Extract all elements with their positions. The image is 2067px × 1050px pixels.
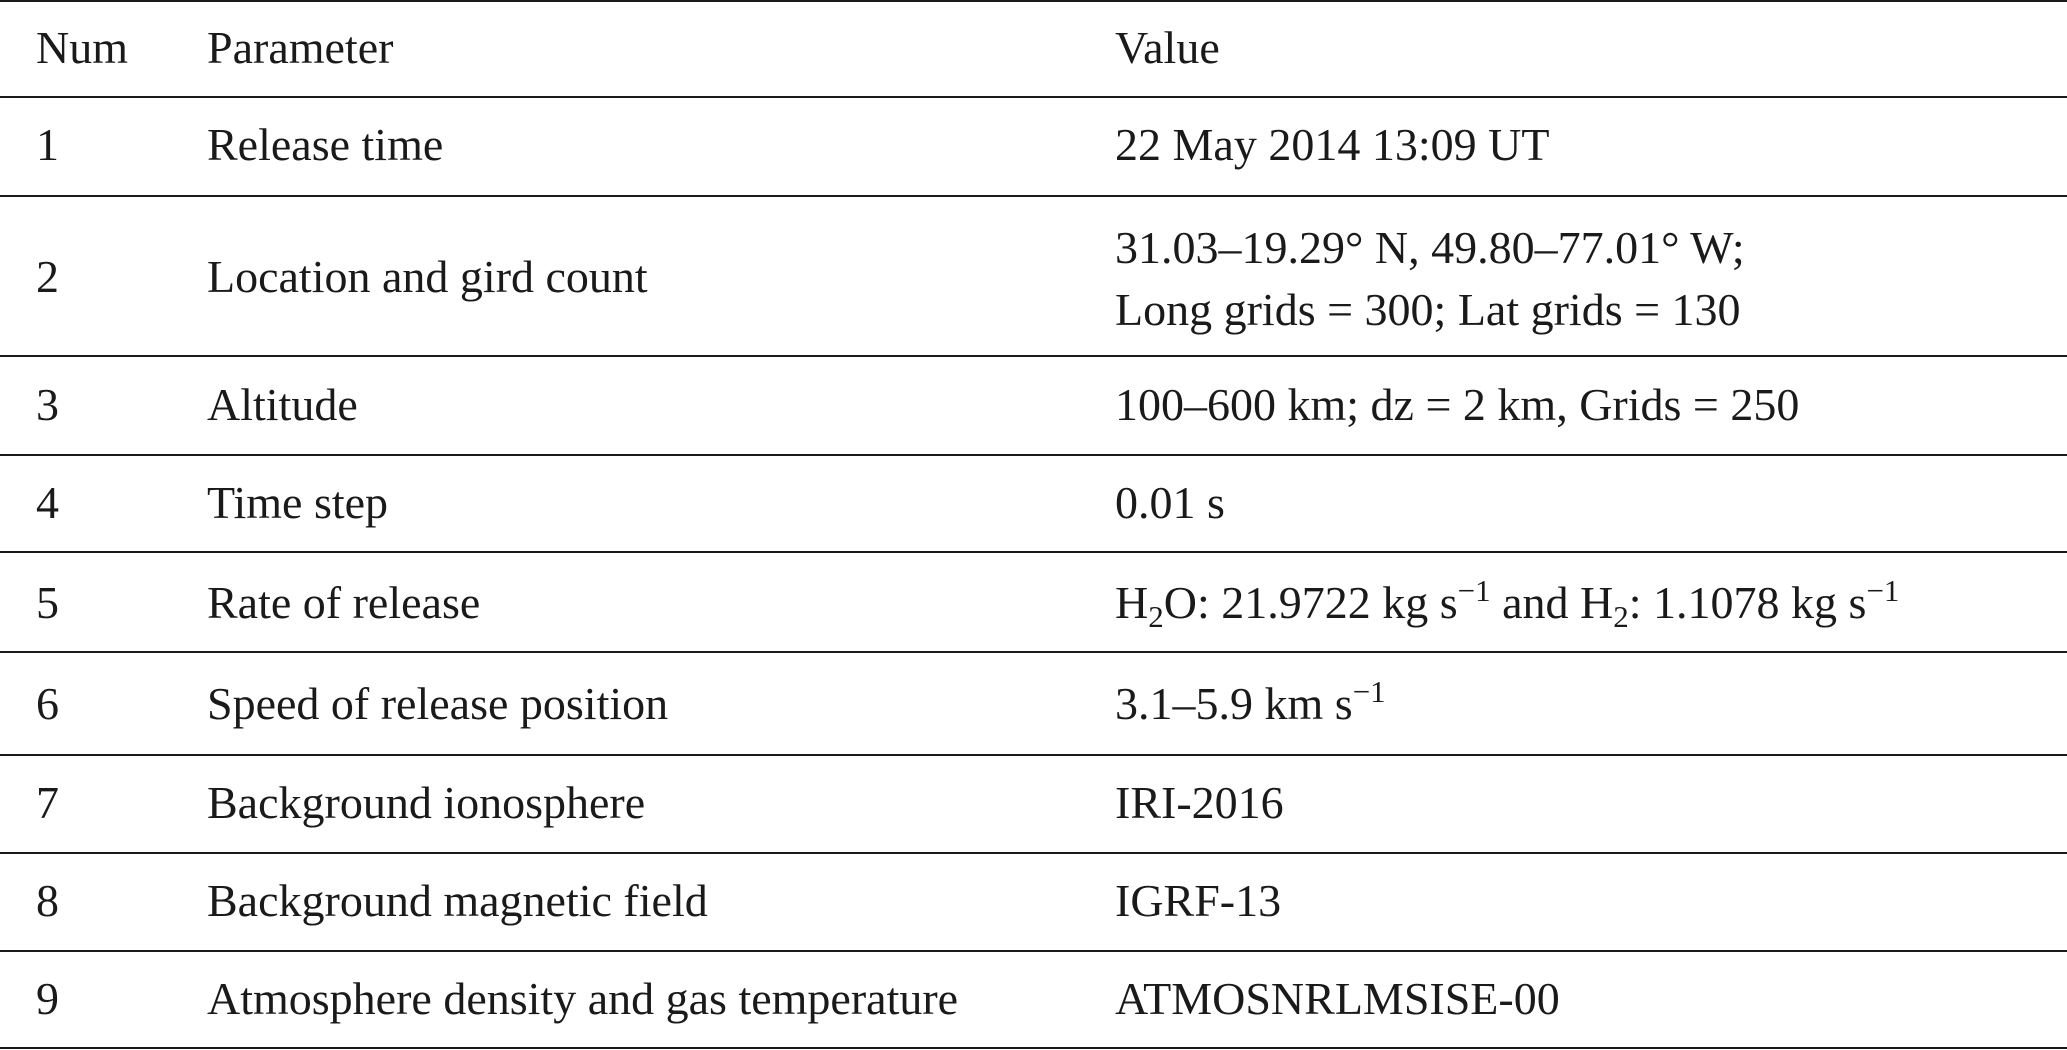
bottom-rule [0, 1047, 2067, 1049]
row-rule [0, 454, 2067, 456]
row-rule [0, 852, 2067, 854]
row-value-part: O: 21.9722 kg s [1163, 577, 1458, 628]
row-value: IRI-2016 [1115, 777, 1284, 828]
top-rule [0, 0, 2067, 2]
header-num: Num [36, 22, 128, 73]
superscript: −1 [1457, 573, 1491, 608]
row-parameter: Location and gird count [207, 251, 648, 302]
row-rule [0, 754, 2067, 756]
row-value-part: : 1.1078 kg s [1628, 577, 1867, 628]
row-value [1115, 674, 1386, 729]
row-value: 0.01 s [1115, 477, 1225, 528]
row-num: 6 [36, 678, 59, 729]
row-value-part: H [1115, 577, 1149, 628]
row-num: 9 [36, 973, 59, 1024]
row-num: 7 [36, 777, 59, 828]
row-num: 2 [36, 251, 59, 302]
row-rule [0, 651, 2067, 653]
row-value: 100–600 km; dz = 2 km, Grids = 250 [1115, 379, 1800, 430]
row-num: 4 [36, 477, 59, 528]
superscript: −1 [1866, 573, 1900, 608]
superscript: −1 [1352, 674, 1386, 709]
row-num: 5 [36, 577, 59, 628]
row-value-line1: 31.03–19.29° N, 49.80–77.01° W; [1115, 222, 1745, 273]
header-parameter: Parameter [207, 22, 394, 73]
row-value-part: 3.1–5.9 km s [1115, 678, 1353, 729]
row-value: IGRF-13 [1115, 875, 1282, 926]
header-rule [0, 96, 2067, 98]
row-rule [0, 551, 2067, 553]
row-parameter: Speed of release position [207, 678, 669, 729]
row-rule [0, 355, 2067, 357]
row-parameter: Time step [207, 477, 389, 528]
row-value-line2: Long grids = 300; Lat grids = 130 [1115, 284, 1741, 335]
row-value [1115, 222, 1745, 335]
subscript: 2 [1148, 599, 1164, 634]
row-parameter: Background magnetic field [207, 875, 708, 926]
row-parameter: Rate of release [207, 577, 481, 628]
row-parameter: Atmosphere density and gas temperature [207, 973, 959, 1024]
row-parameter: Background ionosphere [207, 777, 646, 828]
row-parameter: Altitude [207, 379, 358, 430]
row-parameter: Release time [207, 119, 444, 170]
row-num: 1 [36, 119, 59, 170]
row-value: 22 May 2014 13:09 UT [1115, 119, 1550, 170]
row-value-part: and H [1490, 577, 1614, 628]
row-num: 3 [36, 379, 59, 430]
header-value: Value [1115, 22, 1220, 73]
subscript: 2 [1613, 599, 1629, 634]
row-num: 8 [36, 875, 59, 926]
row-rule [0, 195, 2067, 197]
row-value: ATMOSNRLMSISE-00 [1115, 973, 1560, 1024]
row-value [1115, 573, 1900, 634]
row-rule [0, 950, 2067, 952]
